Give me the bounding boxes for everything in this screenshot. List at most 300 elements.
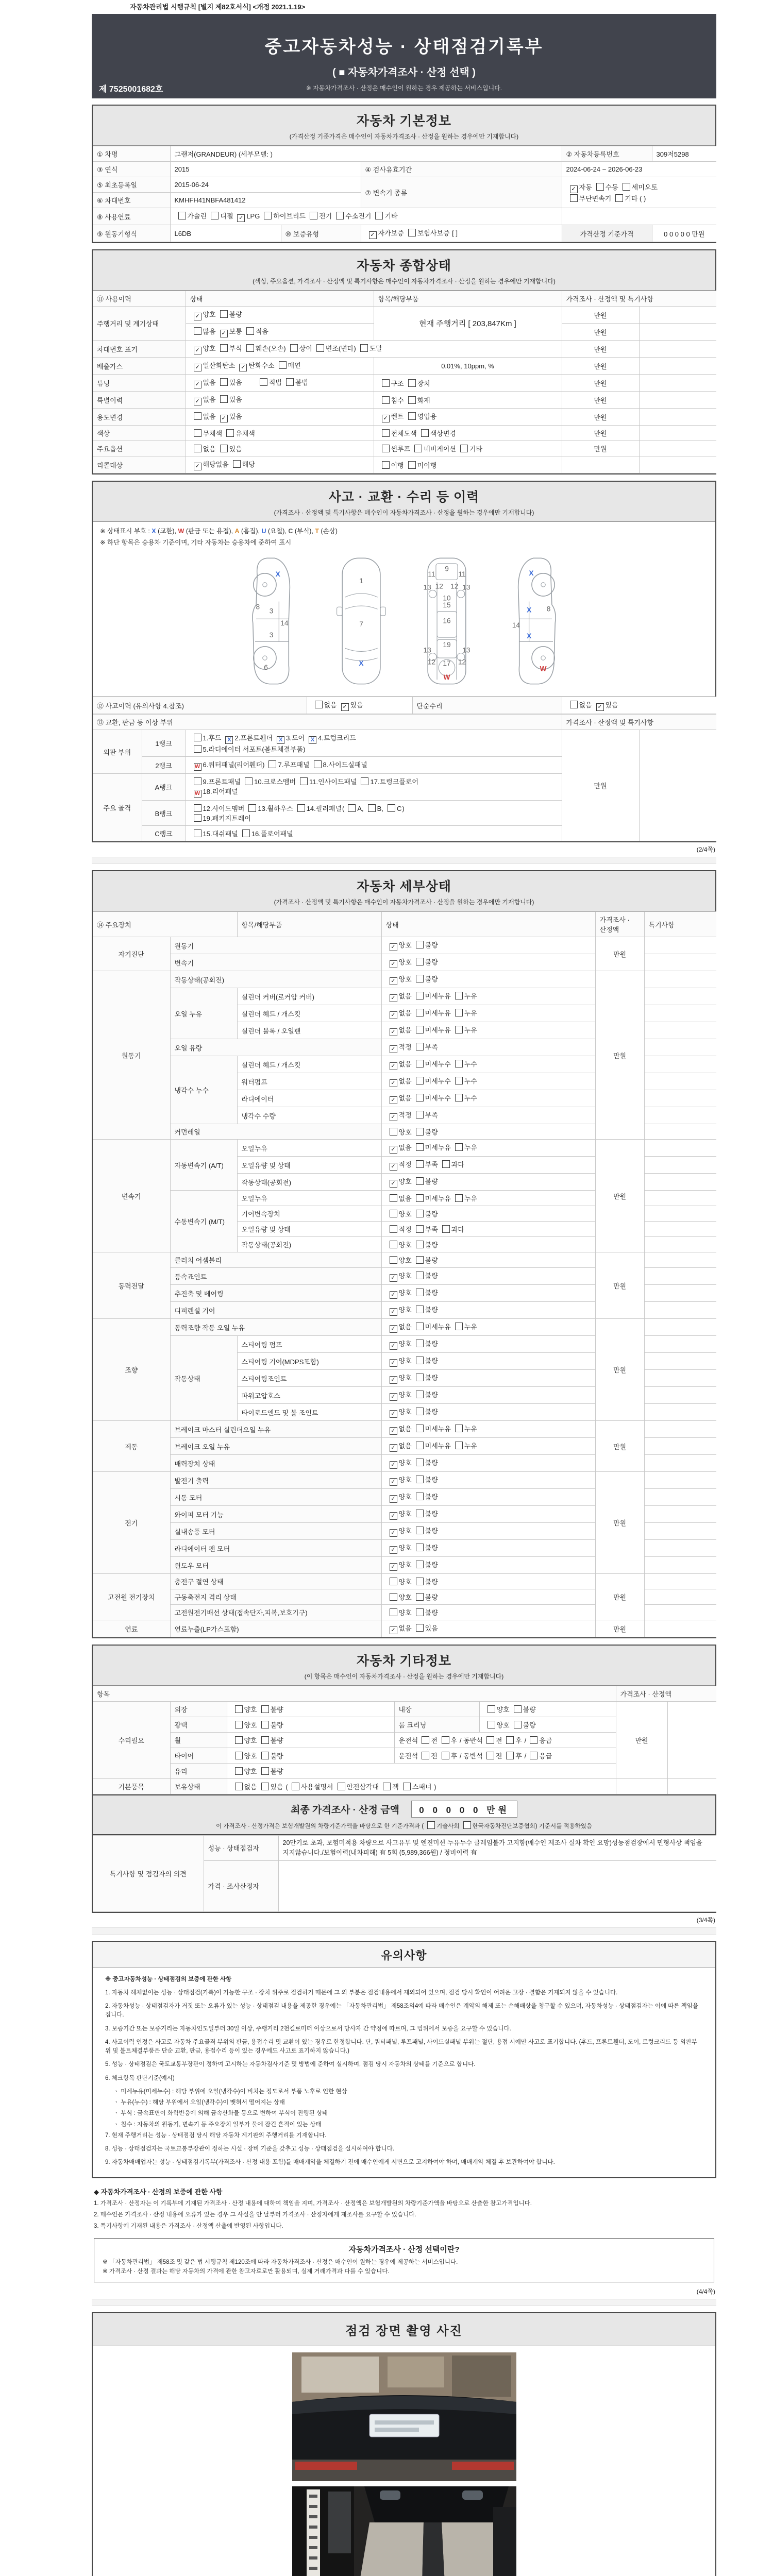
final-price-box (92, 1795, 716, 1835)
option-label: 불량 (270, 1706, 283, 1714)
checkbox-empty[interactable] (416, 1544, 424, 1551)
checkbox-empty[interactable] (211, 212, 219, 219)
checkbox-empty[interactable] (506, 1752, 514, 1759)
checkbox-empty[interactable] (390, 1608, 397, 1616)
cell: 주행거리 및 계기상태 (93, 307, 186, 341)
options-cell (186, 341, 562, 358)
checkbox-empty[interactable] (235, 1767, 243, 1775)
cell: 타이어 (170, 1748, 227, 1764)
checkbox-empty[interactable] (336, 212, 344, 219)
checkbox-empty[interactable] (455, 992, 463, 999)
cell: 만원 (562, 409, 639, 426)
checkbox-empty[interactable] (261, 1767, 269, 1775)
page-gap (92, 1927, 716, 1935)
checkbox-empty[interactable] (194, 814, 201, 822)
price-survey-guide-box (94, 2238, 714, 2282)
checkbox-empty[interactable] (416, 1306, 424, 1313)
section-accident-title (93, 482, 715, 522)
checkbox-empty[interactable] (194, 804, 201, 812)
checkbox-empty[interactable] (416, 1194, 424, 1202)
checkbox-empty[interactable] (416, 1094, 424, 1101)
checkbox-marked-v[interactable]: ✓ (390, 1180, 397, 1188)
checkbox-empty[interactable] (422, 1736, 429, 1744)
checkbox-empty[interactable] (261, 1783, 269, 1790)
checkbox-empty[interactable] (514, 1721, 522, 1728)
options-cell (381, 1506, 595, 1523)
checkbox-empty[interactable] (194, 327, 201, 335)
checkbox-empty[interactable] (408, 229, 416, 236)
checkbox-empty[interactable] (261, 1752, 269, 1759)
checkbox-marked-v[interactable]: ✓ (194, 313, 201, 320)
cell: 만원 (595, 1472, 644, 1574)
cell: 충전구 절연 상태 (170, 1574, 381, 1589)
checkbox-empty[interactable] (486, 1752, 494, 1759)
checkbox-empty[interactable] (416, 1043, 424, 1050)
checkbox-marked-v[interactable]: ✓ (390, 1163, 397, 1171)
checkbox-empty[interactable] (514, 1705, 522, 1713)
checkbox-empty[interactable] (226, 429, 234, 437)
cell: 발전기 출력 (170, 1472, 381, 1489)
checkbox-empty[interactable] (455, 1143, 463, 1151)
checkbox-empty[interactable] (416, 1009, 424, 1016)
checkbox-marked-v[interactable]: ✓ (390, 1512, 397, 1520)
inline-text: 기술사회 (436, 1823, 460, 1829)
checkbox-empty[interactable] (382, 445, 390, 452)
checkbox-marked-v[interactable]: ✓ (596, 703, 604, 711)
checkbox-empty[interactable] (416, 1160, 424, 1168)
options-cell (374, 409, 562, 426)
checkbox-marked-v[interactable]: ✓ (570, 185, 578, 193)
cell: 오일유량 및 상태 (237, 1157, 381, 1174)
checkbox-marked-v[interactable]: ✓ (220, 330, 228, 337)
cell (644, 1557, 716, 1574)
checkbox-empty[interactable] (220, 395, 228, 403)
checkbox-empty[interactable] (570, 701, 578, 708)
checkbox-empty[interactable] (360, 344, 368, 352)
checkbox-empty[interactable] (416, 1408, 424, 1415)
section-title-text: 자동차 종합상태 (357, 259, 451, 273)
checkbox-empty[interactable] (368, 804, 376, 812)
checkbox-empty[interactable] (361, 777, 368, 785)
option-label: 미세누수 (425, 1060, 451, 1068)
checkbox-empty[interactable] (570, 194, 578, 202)
cell: 작동상태(공회전) (170, 971, 381, 988)
cell: 만원 (595, 937, 644, 971)
checkbox-marked-v[interactable]: ✓ (390, 1546, 397, 1554)
checkbox-empty[interactable] (416, 1578, 424, 1585)
checkbox-empty[interactable] (220, 310, 228, 318)
checkbox-empty[interactable] (383, 1783, 391, 1790)
cell: 차대번호 표기 (93, 341, 186, 358)
options-cell (381, 1489, 595, 1506)
checkbox-marked-v[interactable]: ✓ (390, 1325, 397, 1333)
checkbox-empty[interactable] (390, 1578, 397, 1585)
checkbox-empty[interactable] (416, 1177, 424, 1185)
warranty-title: ◆ 자동차가격조사 · 산정의 보증에 관한 사항 (94, 2188, 223, 2196)
checkbox-marked-v[interactable]: ✓ (194, 381, 201, 388)
checkbox-empty[interactable] (194, 445, 201, 452)
checkbox-marked-v[interactable]: ✓ (390, 1028, 397, 1036)
checkbox-empty[interactable] (455, 1009, 463, 1016)
checkbox-empty[interactable] (416, 1608, 424, 1616)
checkbox-empty[interactable] (297, 804, 305, 812)
option-label: 없음 (203, 379, 216, 386)
checkbox-empty[interactable] (416, 1210, 424, 1217)
checkbox-empty[interactable] (416, 992, 424, 999)
options-cell (186, 456, 374, 473)
final-price-label: 최종 가격조사 · 산정 금액 (291, 1805, 399, 1816)
checkbox-empty[interactable] (390, 1241, 397, 1248)
checkbox-empty[interactable] (416, 1493, 424, 1500)
checkbox-empty[interactable] (416, 1593, 424, 1601)
checkbox-marked-w[interactable]: W (194, 790, 201, 798)
checkbox-empty[interactable] (375, 212, 383, 219)
cell: 2랭크 (142, 757, 186, 774)
checkbox-empty[interactable] (596, 183, 604, 191)
checkbox-marked-v[interactable]: ✓ (341, 703, 349, 711)
option-label: B, (377, 805, 383, 812)
checkbox-empty[interactable] (416, 1225, 424, 1233)
checkbox-marked-v[interactable]: ✓ (390, 1308, 397, 1316)
checkbox-marked-v[interactable]: ✓ (194, 364, 201, 371)
checkbox-empty[interactable] (455, 1194, 463, 1202)
option-label: 불량 (523, 1721, 536, 1729)
checkbox-empty[interactable] (427, 1821, 435, 1829)
option-label: 사용설명서 (300, 1783, 333, 1791)
checkbox-empty[interactable] (416, 1111, 424, 1118)
checkbox-empty[interactable] (246, 344, 254, 352)
options-cell (381, 1589, 595, 1605)
checkbox-marked-v[interactable]: ✓ (390, 1444, 397, 1452)
checkbox-empty[interactable] (615, 194, 623, 202)
checkbox-empty[interactable] (442, 1752, 449, 1759)
checkbox-empty[interactable] (416, 1374, 424, 1381)
option-label: 안전삼각대 (346, 1783, 379, 1791)
checkbox-marked-v[interactable]: ✓ (390, 1011, 397, 1019)
checkbox-empty[interactable] (245, 777, 253, 785)
checkbox-empty[interactable] (416, 941, 424, 948)
cell (644, 1206, 716, 1222)
checkbox-empty[interactable] (292, 1783, 299, 1790)
checkbox-empty[interactable] (416, 1289, 424, 1296)
checkbox-empty[interactable] (279, 361, 287, 369)
checkbox-empty[interactable] (388, 804, 395, 812)
checkbox-empty[interactable] (382, 461, 390, 469)
etc-info-table (93, 1686, 716, 1794)
option-label: 불량 (425, 1459, 438, 1467)
option-label: 상이 (299, 345, 312, 352)
checkbox-empty[interactable] (414, 445, 422, 452)
options-cell (186, 324, 374, 341)
checkbox-marked-v[interactable]: ✓ (390, 1113, 397, 1121)
checkbox-marked-v[interactable]: ✓ (390, 1376, 397, 1384)
checkbox-empty[interactable] (455, 1060, 463, 1067)
cell: ⑩ 보증유형 (281, 225, 361, 242)
checkbox-empty[interactable] (463, 1821, 471, 1829)
checkbox-empty[interactable] (416, 1340, 424, 1347)
checkbox-marked-v[interactable]: ✓ (390, 960, 397, 968)
options-cell (381, 988, 595, 1005)
checkbox-empty[interactable] (390, 1194, 397, 1202)
checkbox-empty[interactable] (416, 1561, 424, 1568)
option-label: 양호 (398, 1578, 412, 1586)
page-marker: (3/4쪽) (696, 1916, 715, 1924)
checkbox-empty[interactable] (416, 958, 424, 965)
checkbox-empty[interactable] (416, 1425, 424, 1432)
checkbox-empty[interactable] (242, 829, 250, 837)
checkbox-empty[interactable] (194, 412, 201, 420)
checkbox-empty[interactable] (403, 1783, 411, 1790)
option-label: 디젤 (220, 212, 233, 220)
checkbox-empty[interactable] (408, 461, 416, 469)
checkbox-empty[interactable] (235, 1736, 243, 1744)
cell: 만원 (595, 1421, 644, 1472)
checkbox-empty[interactable] (422, 1752, 429, 1759)
checkbox-marked-v[interactable]: ✓ (390, 1274, 397, 1282)
checkbox-empty[interactable] (314, 760, 322, 768)
option-label: 수동 (605, 183, 618, 191)
checkbox-empty[interactable] (246, 327, 254, 335)
checkbox-empty[interactable] (194, 745, 201, 753)
checkbox-marked-v[interactable]: ✓ (390, 1342, 397, 1350)
checkbox-marked-v[interactable]: ✓ (390, 1062, 397, 1070)
checkbox-empty[interactable] (220, 378, 228, 386)
checkbox-empty[interactable] (348, 804, 356, 812)
cell: 현재 주행거리 [ 203,847Km ] (374, 307, 562, 341)
checkbox-marked-v[interactable]: ✓ (194, 347, 201, 354)
option-label: 양호 (398, 1459, 412, 1467)
document-number: 제 7525001682호 (99, 85, 163, 94)
option-label: 없음 (203, 445, 216, 453)
checkbox-empty[interactable] (220, 445, 228, 452)
checkbox-marked-v[interactable]: ✓ (390, 1096, 397, 1104)
checkbox-empty[interactable] (455, 1425, 463, 1432)
notice-item: 4. 사고이력 인정은 사고로 자동차 주요골격 부위의 판금, 용접수리 및 교환이 있는 경우로 한정합니다. 단, 쿼터패널, 루프패널, 사이드실패널 부위는 절단, 용접 시에만 사고로 표기합니다. (후드, 프론트휀더, 도어, 트렁크리드 등 외판부위 및 볼트체결부품은 단순 교환, 판금, 용접수리 등이 있는 경우에도 사고로 표기하지 않습니다.) (105, 2039, 697, 2054)
checkbox-empty[interactable] (382, 396, 390, 404)
checkbox-empty[interactable] (316, 344, 324, 352)
checkbox-empty[interactable] (416, 1143, 424, 1151)
checkbox-marked-v[interactable]: ✓ (390, 1563, 397, 1571)
checkbox-empty[interactable] (194, 734, 201, 741)
checkbox-empty[interactable] (235, 1705, 243, 1713)
checkbox-empty[interactable] (416, 1241, 424, 1248)
checkbox-marked-v[interactable]: ✓ (390, 943, 397, 951)
checkbox-marked-v[interactable]: ✓ (194, 463, 201, 470)
checkbox-empty[interactable] (233, 460, 241, 468)
diagram-part-number: 12 (450, 582, 459, 590)
cell: 보유상태 (170, 1779, 227, 1794)
inline-text: 운전석 (398, 1737, 418, 1744)
checkbox-empty[interactable] (178, 212, 186, 219)
checkbox-empty[interactable] (264, 212, 272, 219)
checkbox-empty[interactable] (315, 701, 323, 708)
checkbox-empty[interactable] (442, 1160, 450, 1168)
column-header: 항목/해당부품 (374, 291, 562, 307)
checkbox-marked-v[interactable]: ✓ (390, 1393, 397, 1401)
checkbox-empty[interactable] (408, 396, 416, 404)
cell (639, 324, 716, 341)
checkbox-empty[interactable] (248, 804, 256, 812)
diagram-damage-mark: X (275, 570, 280, 579)
checkbox-marked-v[interactable]: ✓ (390, 994, 397, 1002)
notice-item: 3. 보증기간 또는 보증거리는 자동차인도일부터 30일 이상, 주행거리 2천킬로미터 이상으로서 당사자 간 약정에 따르며, 그 범위에서 보증을 요구할 수 있습니다. (105, 2025, 511, 2032)
cell: 디퍼렌셜 기어 (170, 1302, 381, 1319)
cell: 전기 (93, 1472, 170, 1574)
options-cell (381, 1090, 595, 1107)
checkbox-empty[interactable] (416, 1459, 424, 1466)
checkbox-empty[interactable] (623, 183, 630, 191)
checkbox-empty[interactable] (390, 1225, 397, 1233)
checkbox-empty[interactable] (290, 344, 298, 352)
checkbox-empty[interactable] (416, 1442, 424, 1449)
checkbox-marked-v[interactable]: ✓ (390, 1291, 397, 1299)
checkbox-empty[interactable] (416, 1077, 424, 1084)
column-header: ⑭ 주요장치 (93, 912, 237, 937)
checkbox-marked-v[interactable]: ✓ (390, 1427, 397, 1435)
checkbox-empty[interactable] (390, 1210, 397, 1217)
checkbox-empty[interactable] (390, 1593, 397, 1601)
checkbox-empty[interactable] (390, 1128, 397, 1136)
cell: 스티어링 펌프 (237, 1336, 381, 1353)
option-label: 미세누유 (425, 1442, 451, 1450)
checkbox-empty[interactable] (310, 212, 317, 219)
checkbox-marked-v[interactable]: ✓ (390, 1359, 397, 1367)
cell (644, 1073, 716, 1090)
checkbox-marked-x[interactable]: X (225, 736, 233, 744)
option-label: 부족 (425, 1161, 438, 1168)
checkbox-empty[interactable] (338, 1783, 345, 1790)
section-title-text: 자동차 세부상태 (357, 879, 451, 894)
checkbox-empty[interactable] (455, 1094, 463, 1101)
checkbox-empty[interactable] (286, 378, 294, 386)
cell (644, 1421, 716, 1438)
checkbox-marked-v[interactable]: ✓ (369, 231, 377, 239)
checkbox-empty[interactable] (408, 412, 416, 420)
checkbox-empty[interactable] (382, 379, 390, 387)
checkbox-marked-v[interactable]: ✓ (390, 1529, 397, 1537)
checkbox-empty[interactable] (260, 378, 267, 386)
checkbox-marked-v[interactable]: ✓ (390, 1410, 397, 1418)
checkbox-marked-v[interactable]: ✓ (390, 1461, 397, 1469)
checkbox-marked-x[interactable]: X (309, 736, 316, 744)
checkbox-empty[interactable] (261, 1721, 269, 1728)
option-label: 누수 (464, 1077, 477, 1085)
checkbox-empty[interactable] (455, 1442, 463, 1449)
checkbox-empty[interactable] (416, 975, 424, 982)
section-accident-history (92, 481, 716, 842)
notice-item: 8. 성능 · 상태점검자는 국토교통부장관이 정하는 시설 · 장비 기준을 갖추고 성능 · 상태점검을 실시하여야 합니다. (105, 2146, 394, 2152)
checkbox-empty[interactable] (382, 429, 390, 437)
checkbox-empty[interactable] (268, 760, 276, 768)
checkbox-empty[interactable] (416, 1624, 424, 1632)
checkbox-empty[interactable] (455, 1077, 463, 1084)
checkbox-empty[interactable] (460, 445, 468, 452)
checkbox-marked-v[interactable]: ✓ (390, 1495, 397, 1503)
diagram-damage-mark: X (527, 606, 532, 614)
checkbox-empty[interactable] (455, 1323, 463, 1330)
checkbox-marked-v[interactable]: ✓ (237, 214, 245, 222)
checkbox-marked-v[interactable]: ✓ (390, 1079, 397, 1087)
checkbox-empty[interactable] (416, 1357, 424, 1364)
checkbox-empty[interactable] (530, 1752, 537, 1759)
checkbox-marked-v[interactable]: ✓ (390, 1478, 397, 1486)
cell: 자동변속기 (A/T) (170, 1140, 237, 1191)
checkbox-empty[interactable] (390, 1256, 397, 1264)
checkbox-marked-v[interactable]: ✓ (390, 1146, 397, 1154)
section-subtitle-text: (가격조사 · 산정액 및 특기사항은 매수인이 자동차가격조사 · 산정을 원하는 경우에만 기재합니다) (274, 899, 534, 906)
cell: 오일 누유 (170, 988, 237, 1039)
checkbox-marked-v[interactable]: ✓ (194, 398, 201, 405)
option-label: 없음 (579, 701, 592, 709)
checkbox-empty[interactable] (416, 1272, 424, 1279)
checkbox-empty[interactable] (235, 1721, 243, 1728)
checkbox-marked-v[interactable]: ✓ (390, 977, 397, 985)
final-price-note (96, 1821, 712, 1830)
cell: 룸 크리닝 (394, 1717, 479, 1733)
checkbox-empty[interactable] (235, 1752, 243, 1759)
checkbox-empty[interactable] (486, 1736, 494, 1744)
checkbox-marked-v[interactable]: ✓ (382, 415, 390, 422)
checkbox-empty[interactable] (194, 777, 201, 785)
checkbox-marked-w[interactable]: W (194, 763, 201, 771)
checkbox-empty[interactable] (416, 1060, 424, 1067)
option-label: 스패너 (412, 1783, 432, 1791)
option-label: 양호 (398, 1510, 412, 1518)
checkbox-empty[interactable] (488, 1721, 495, 1728)
checkbox-empty[interactable] (194, 829, 201, 837)
option-label: 불량 (425, 1594, 438, 1601)
checkbox-empty[interactable] (416, 1026, 424, 1033)
checkbox-marked-x[interactable]: X (277, 736, 284, 744)
option-label: 수소전기 (345, 212, 372, 220)
checkbox-empty[interactable] (416, 1476, 424, 1483)
checkbox-empty[interactable] (416, 1128, 424, 1136)
checkbox-empty[interactable] (416, 1256, 424, 1264)
diagram-part-number: 12 (458, 658, 466, 666)
options-cell (381, 1022, 595, 1039)
checkbox-empty[interactable] (194, 429, 201, 437)
checkbox-marked-v[interactable]: ✓ (220, 415, 228, 422)
legend-segment: (흠집), (239, 528, 262, 535)
checkbox-empty[interactable] (408, 379, 416, 387)
checkbox-empty[interactable] (416, 1323, 424, 1330)
option-label: 불량 (425, 1374, 438, 1382)
notice-title-band (93, 1942, 715, 1968)
checkbox-marked-v[interactable]: ✓ (390, 1626, 397, 1634)
checkbox-marked-v[interactable]: ✓ (390, 1045, 397, 1053)
checkbox-empty[interactable] (421, 429, 429, 437)
option-label: 불량 (425, 1272, 438, 1280)
checkbox-empty[interactable] (416, 1510, 424, 1517)
guide-line: ※ 가격조사 · 산정 결과는 해당 자동차의 가격에 관한 참고자료로만 활용되며, 실제 거래가격과 다를 수 있습니다. (103, 2268, 390, 2275)
checkbox-empty[interactable] (300, 777, 308, 785)
checkbox-empty[interactable] (220, 344, 228, 352)
checkbox-empty[interactable] (261, 1736, 269, 1744)
option-label: 양호 (398, 1306, 412, 1314)
checkbox-empty[interactable] (488, 1705, 495, 1713)
checkbox-empty[interactable] (261, 1705, 269, 1713)
cell: 2015 (170, 162, 361, 177)
checkbox-empty[interactable] (530, 1736, 537, 1744)
checkbox-marked-v[interactable]: ✓ (239, 364, 247, 371)
checkbox-empty[interactable] (442, 1225, 450, 1233)
checkbox-empty[interactable] (235, 1783, 243, 1790)
checkbox-empty[interactable] (455, 1026, 463, 1033)
checkbox-empty[interactable] (506, 1736, 514, 1744)
checkbox-empty[interactable] (442, 1736, 449, 1744)
checkbox-empty[interactable] (416, 1391, 424, 1398)
checkbox-empty[interactable] (416, 1527, 424, 1534)
